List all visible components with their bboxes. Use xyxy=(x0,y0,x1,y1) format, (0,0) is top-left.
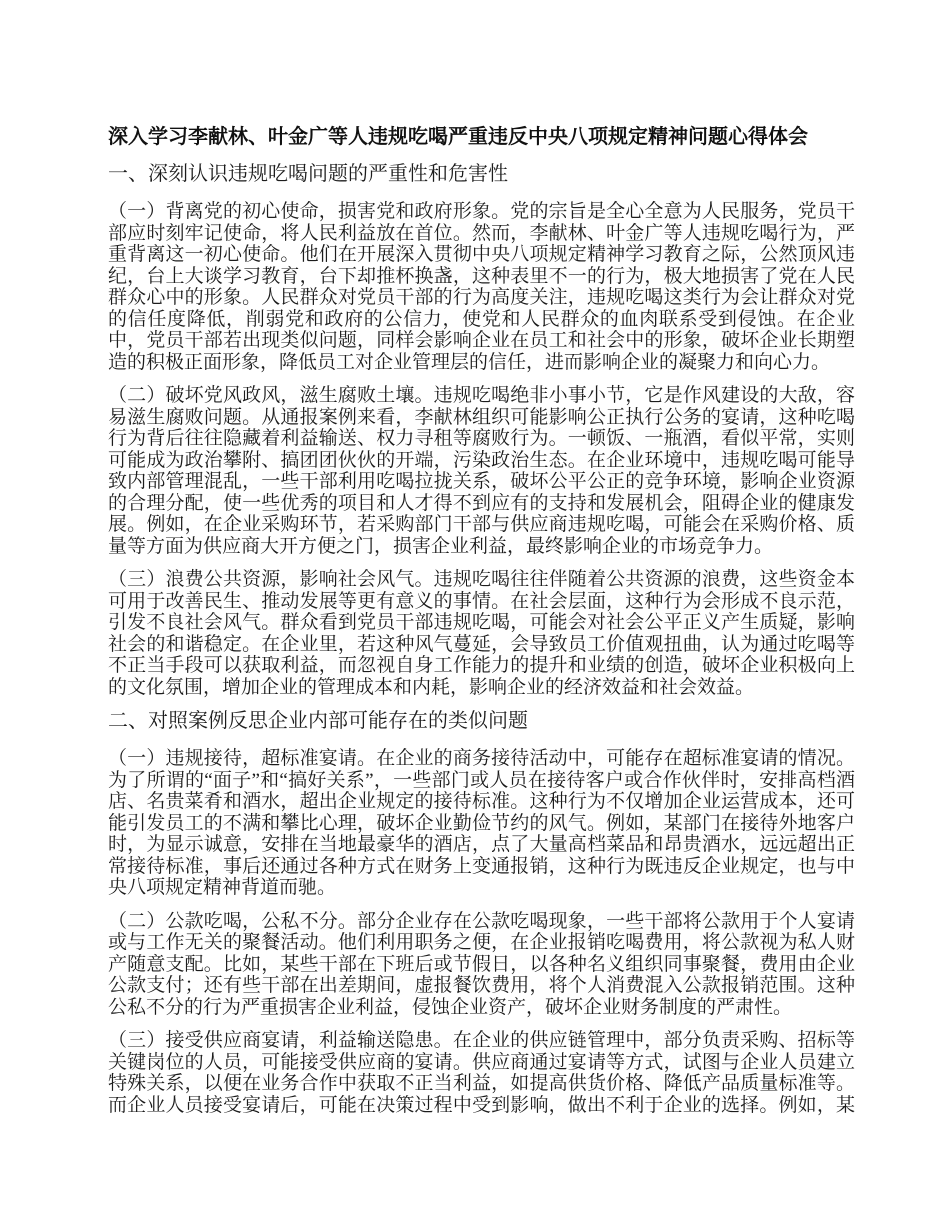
document-title: 深入学习李献林、叶金广等人违规吃喝严重违反中央八项规定精神问题心得体会 xyxy=(108,126,808,148)
section-1-heading: 一、深刻认识违规吃喝问题的严重性和危害性 xyxy=(108,163,508,185)
section-1-paragraph-1: （一）背离党的初心使命，损害党和政府形象。党的宗旨是全心全意为人民服务，党员干部应时刻牢记使命，将人民利益放在首位。然而，李献林、叶金广等人违规吃喝行为，严重背离这一初心使命。他们在开展深入贯彻中央八项规定精神学习教育之际，公然顶风违纪，台上大谈学习教育，台下却推杯换盏，这种表里不一的行为，极大地损害了党在人民群众心中的形象。人民群众对党员干部的行为高度关注，违规吃喝这类行为会让群众对党的信任度降低，削弱党和政府的公信力，使党和人民群众的血肉联系受到侵蚀。在企业中，党员干部若出现类似问题，同样会影响企业在员工和社会中的形象，破坏企业长期塑造的积极正面形象，降低员工对企业管理层的信任，进而影响企业的凝聚力和向心力。 xyxy=(108,201,855,373)
section-2-heading: 二、对照案例反思企业内部可能存在的类似问题 xyxy=(108,710,528,732)
section-2-paragraph-2: （二）公款吃喝，公私不分。部分企业存在公款吃喝现象，一些干部将公款用于个人宴请或与工作无关的聚餐活动。他们利用职务之便，在企业报销吃喝费用，将公款视为私人财产随意支配。比如，某些干部在下班后或节假日，以各种名义组织同事聚餐，费用由企业公款支付；还有些干部在出差期间，虚报餐饮费用，将个人消费混入公款报销范围。这种公私不分的行为严重损害企业利益，侵蚀企业资产，破坏企业财务制度的严肃性。 xyxy=(108,910,855,1018)
section-1-paragraph-2: （二）破坏党风政风，滋生腐败土壤。违规吃喝绝非小事小节，它是作风建设的大敌，容易滋生腐败问题。从通报案例来看，李献林组织可能影响公正执行公务的宴请，这种吃喝行为背后往往隐藏着利益输送、权力寻租等腐败行为。一顿饭、一瓶酒，看似平常，实则可能成为政治攀附、搞团团伙伙的开端，污染政治生态。在企业环境中，违规吃喝可能导致内部管理混乱，一些干部利用吃喝拉拢关系，破坏公平公正的竞争环境，影响企业资源的合理分配，使一些优秀的项目和人才得不到应有的支持和发展机会，阻碍企业的健康发展。例如，在企业采购环节，若采购部门干部与供应商违规吃喝，可能会在采购价格、质量等方面为供应商大开方便之门，损害企业利益，最终影响企业的市场竞争力。 xyxy=(108,385,855,557)
section-2-paragraph-1: （一）违规接待，超标准宴请。在企业的商务接待活动中，可能存在超标准宴请的情况。为了所谓的“面子”和“搞好关系”，一些部门或人员在接待客户或合作伙伴时，安排高档酒店、名贵菜肴和酒水，超出企业规定的接待标准。这种行为不仅增加企业运营成本，还可能引发员工的不满和攀比心理，破坏企业勤俭节约的风气。例如，某部门在接待外地客户时，为显示诚意，安排在当地最豪华的酒店，点了大量高档菜品和昂贵酒水，远远超出正常接待标准，事后还通过各种方式在财务上变通报销，这种行为既违反企业规定，也与中央八项规定精神背道而驰。 xyxy=(108,748,855,898)
section-1-paragraph-3: （三）浪费公共资源，影响社会风气。违规吃喝往往伴随着公共资源的浪费，这些资金本可用于改善民生、推动发展等更有意义的事情。在社会层面，这种行为会形成不良示范，引发不良社会风气。群众看到党员干部违规吃喝，可能会对社会公平正义产生质疑，影响社会的和谐稳定。在企业里，若这种风气蔓延，会导致员工价值观扭曲，认为通过吃喝等不正当手段可以获取利益，而忽视自身工作能力的提升和业绩的创造，破坏企业积极向上的文化氛围，增加企业的管理成本和内耗，影响企业的经济效益和社会效益。 xyxy=(108,569,855,698)
section-2-paragraph-3-truncated: （三）接受供应商宴请，利益输送隐患。在企业的供应链管理中，部分负责采购、招标等关键岗位的人员，可能接受供应商的宴请。供应商通过宴请等方式，试图与企业人员建立特殊关系，以便在业务合作中获取不正当利益，如提高供货价格、降低产品质量标准等。而企业人员接受宴请后，可能在决策过程中受到影响，做出不利于企业的选择。例如，某 xyxy=(108,1030,855,1116)
